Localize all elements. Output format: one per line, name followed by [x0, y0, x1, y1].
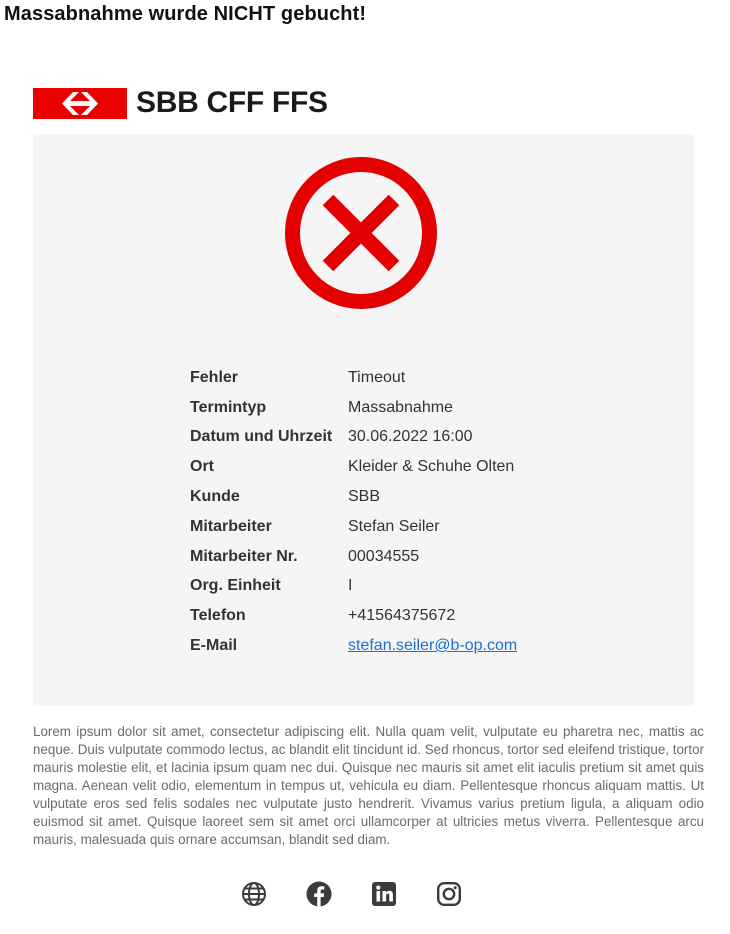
detail-row-email — [190, 631, 590, 661]
detail-row-customer — [190, 482, 590, 512]
detail-value: 00034555 — [348, 547, 420, 565]
detail-value: Stefan Seiler — [348, 517, 440, 535]
detail-value: Massabnahme — [348, 398, 453, 416]
detail-value — [348, 637, 517, 655]
booking-details — [190, 363, 590, 661]
detail-row-datetime — [190, 423, 590, 453]
detail-value: Kleider & Schuhe Olten — [348, 458, 515, 476]
detail-label: Mitarbeiter Nr. — [190, 547, 298, 565]
detail-row-phone — [190, 601, 590, 631]
social-links — [240, 880, 463, 908]
globe-icon[interactable] — [240, 880, 268, 908]
detail-label: Fehler — [190, 368, 239, 386]
detail-label: Ort — [190, 458, 214, 476]
detail-value: SBB — [348, 488, 381, 506]
detail-label: Org. Einheit — [190, 577, 281, 595]
detail-row-employee — [190, 512, 590, 542]
detail-value: Timeout — [348, 368, 406, 386]
booking-status-panel — [33, 134, 694, 706]
error-x-circle-icon — [284, 156, 438, 310]
detail-value: I — [348, 577, 353, 595]
detail-label: Kunde — [190, 488, 240, 506]
detail-value: 30.06.2022 16:00 — [348, 428, 473, 446]
email-link[interactable]: stefan.seiler@b-op.com — [348, 637, 518, 655]
sbb-logo — [33, 87, 328, 119]
detail-row-employee-number — [190, 542, 590, 572]
detail-row-error — [190, 363, 590, 393]
legal-text: Lorem ipsum dolor sit amet, consectetur adipiscing elit. Nulla quam velit, vulputate eu pharetra nec, mattis ac neque. Duis vulputate commodo lectus, ac blandit elit tincidunt id. Sed rhoncus, tortor sed eleifend tristique, tortor mauris molestie elit, et lacinia ipsum quam nec dui. Quisque nec mauris sit amet elit iaculis pretium sit amet quis magna. Aenean velit odio, elementum in tempus ut, vehicula eu diam. Pellentesque rhoncus aliquam mattis. Ut vulputate eros sed felis sodales nec vulputate justo hendrerit. Vivamus varius pretium ligula, a aliquam odio euismod sit amet. Quisque laoreet sem sit amet orci ullamcorper at ultricies metus viverra. Pellentesque arcu mauris, malesuada quis ornare accumsan, blandit sed diam. — [33, 724, 704, 847]
page-title: Massabnahme wurde NICHT gebucht! — [4, 3, 367, 25]
detail-row-location — [190, 452, 590, 482]
facebook-icon[interactable] — [305, 880, 333, 908]
detail-label: E-Mail — [190, 637, 238, 655]
detail-label: Telefon — [190, 607, 246, 625]
detail-label: Mitarbeiter — [190, 517, 272, 535]
instagram-icon[interactable] — [435, 880, 463, 908]
detail-row-appointment-type — [190, 393, 590, 423]
detail-value: +41564375672 — [348, 607, 456, 625]
detail-row-org-unit — [190, 572, 590, 602]
brand-name: SBB CFF FFS — [136, 86, 328, 119]
sbb-flag-icon — [33, 88, 127, 119]
detail-label: Datum und Uhrzeit — [190, 428, 333, 446]
detail-label: Termintyp — [190, 398, 267, 416]
linkedin-icon[interactable] — [370, 880, 398, 908]
